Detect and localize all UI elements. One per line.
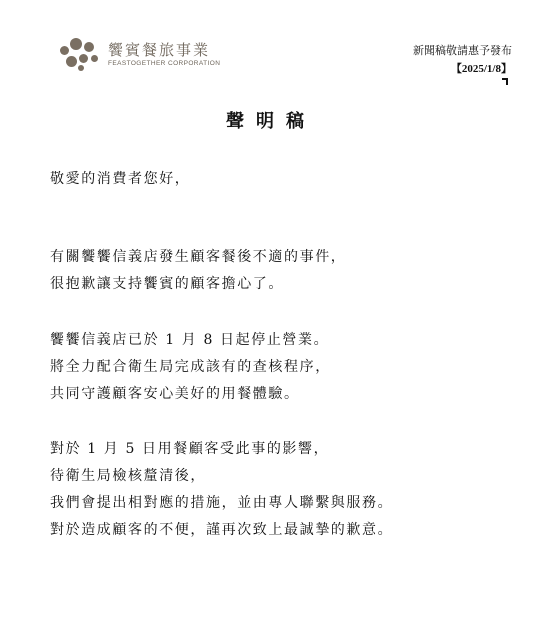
logo-chinese-name: 饗賓餐旅事業 <box>108 40 211 59</box>
paragraph-line: 有關饗饗信義店發生顧客餐後不適的事件， <box>50 249 347 265</box>
paragraph-1 <box>50 244 346 298</box>
logo-dots-icon <box>58 36 102 72</box>
paragraph-line: 待衛生局檢核釐清後， <box>50 468 206 484</box>
paragraph-line: 共同守護顧客安心美好的用餐體驗。 <box>50 386 300 402</box>
company-logo <box>58 36 220 72</box>
logo-english-name: FEASTOGETHER CORPORATION <box>108 59 221 67</box>
paragraph-3 <box>50 436 393 544</box>
paragraph-line: 將全力配合衛生局完成該有的查核程序， <box>50 359 331 375</box>
greeting: 敬愛的消費者您好， <box>50 171 191 187</box>
paragraph-line: 我們會提出相對應的措施，並由專人聯繫與服務。 <box>50 495 394 511</box>
release-date: 【2025/1/8】 <box>450 63 512 75</box>
document-title: 聲明稿 <box>226 111 316 132</box>
paragraph-line: 對於造成顧客的不便，謹再次致上最誠摯的歉意。 <box>50 522 394 538</box>
paragraph-line: 對於 1 月 5 日用餐顧客受此事的影響， <box>50 441 330 457</box>
release-info <box>413 42 512 78</box>
paragraph-2 <box>50 327 331 408</box>
paragraph-line: 很抱歉讓支持饗賓的顧客擔心了。 <box>50 276 284 292</box>
paragraph-line: 饗饗信義店已於 1 月 8 日起停止營業。 <box>50 332 330 348</box>
release-note: 新聞稿敬請惠予發布 <box>413 44 512 57</box>
corner-mark-icon <box>502 78 508 85</box>
